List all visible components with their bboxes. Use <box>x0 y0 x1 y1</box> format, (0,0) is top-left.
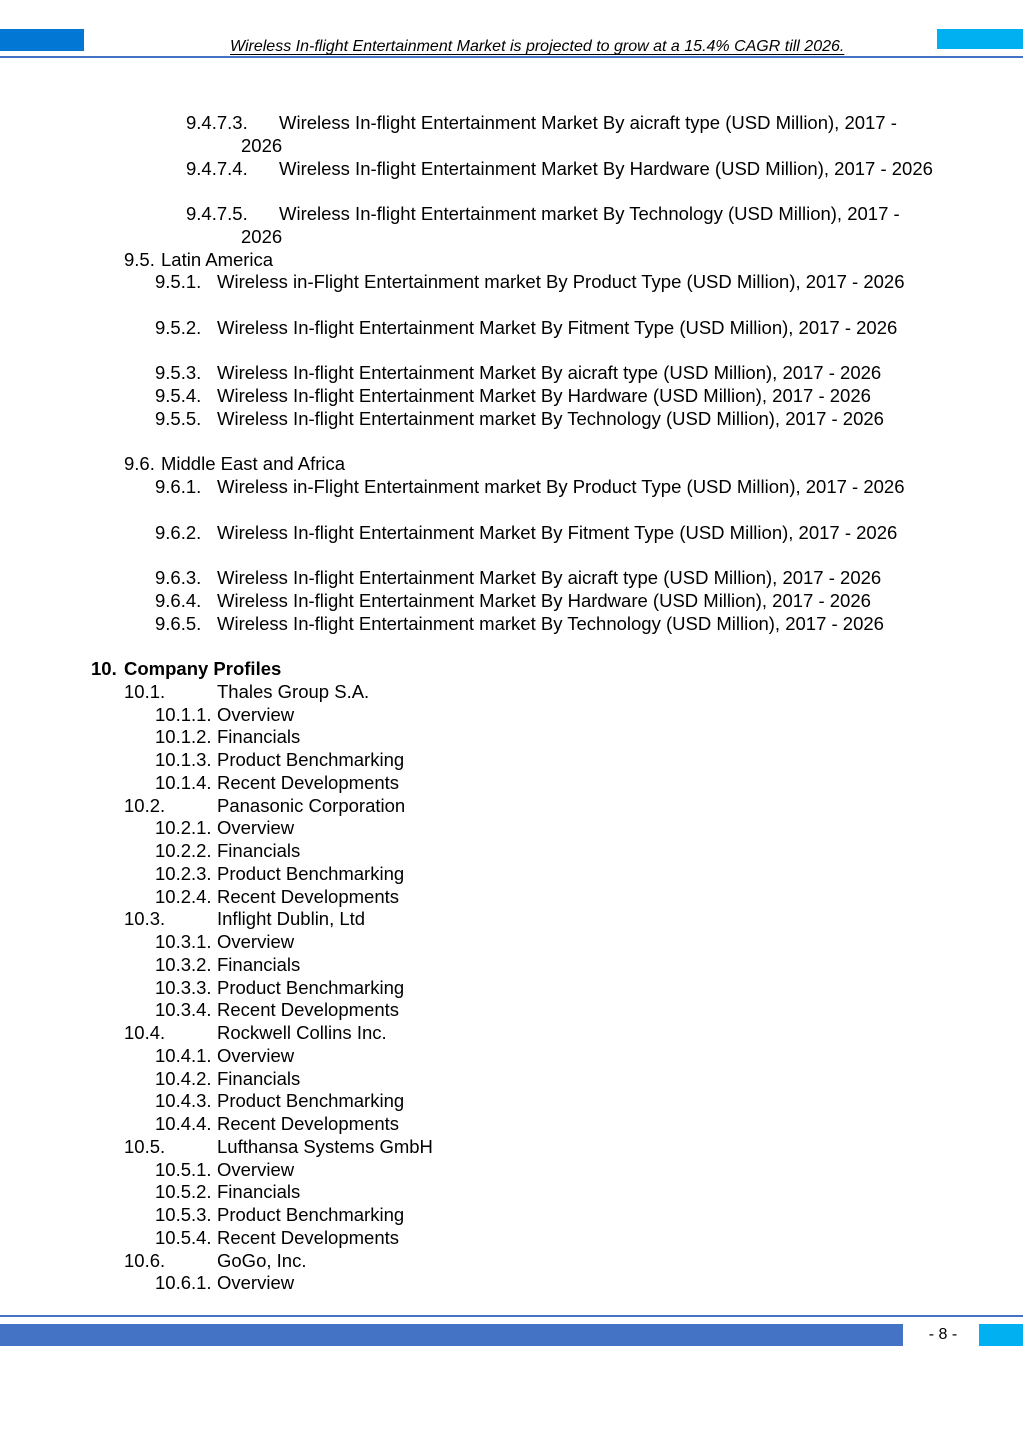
toc-entry-number: 10.5.3. <box>155 1204 212 1225</box>
toc-entry-text: Recent Developments <box>217 1113 400 1134</box>
toc-entry-number: 10.1. <box>124 680 166 702</box>
toc-entry-number: 9.5.2. <box>155 316 202 338</box>
toc-entry-number: 9.5.5. <box>155 407 202 429</box>
header-rule <box>0 56 1023 58</box>
toc-entry-text: Overview <box>217 703 295 725</box>
toc-entry-number: 10.3.3. <box>155 976 212 998</box>
toc-entry-number: 10.3. <box>124 908 166 930</box>
toc-entry-text: Recent Developments <box>217 771 400 793</box>
toc-entry-text: Overview <box>217 1044 295 1066</box>
toc-entry-number: 9.6.5. <box>155 612 202 634</box>
footer-accent-right <box>979 1324 1023 1346</box>
toc-entry-number: 10.2.3. <box>155 862 212 884</box>
toc-entry-text: Wireless In-flight Entertainment Market By Hardware (USD Million), 2017 - 2026 <box>279 157 933 179</box>
toc-entry-number: 10.5.1. <box>155 1158 212 1180</box>
toc-entry-number: 10.2. <box>124 794 166 816</box>
toc-entry-text: Financials <box>217 840 301 861</box>
toc-entry-number: 10.1.1. <box>155 703 212 725</box>
toc-entry-number: 10. <box>91 658 117 679</box>
toc-entry-text: Wireless in-Flight Entertainment market By Product Type (USD Million), 2017 - 2026 <box>217 476 905 497</box>
toc-entry-number: 10.1.3. <box>155 749 212 770</box>
toc-entry-text: Wireless In-flight Entertainment Market By aicraft type (USD Million), 2017 - 2026 <box>241 112 897 156</box>
footer-bar <box>0 1324 903 1346</box>
toc-entry-text: Wireless In-flight Entertainment market By Technology (USD Million), 2017 - 2026 <box>217 612 884 634</box>
toc-entry-text: Overview <box>217 931 295 952</box>
header-accent-right <box>937 29 1023 49</box>
toc-entry-number: 9.4.7.5. <box>186 203 248 224</box>
toc-entry-text: GoGo, Inc. <box>217 1249 307 1271</box>
toc-entry-number: 10.4. <box>124 1022 166 1043</box>
toc-entry-number: 9.4.7.4. <box>186 157 248 179</box>
toc-entry-text: Panasonic Corporation <box>217 794 406 816</box>
toc-entry-text: Overview <box>217 1158 295 1180</box>
toc-entry-number: 9.5. <box>124 248 155 270</box>
toc-entry-text: Product Benchmarking <box>217 862 405 884</box>
toc-entry-text: Wireless In-flight Entertainment market By Technology (USD Million), 2017 - 2026 <box>217 407 884 429</box>
toc-entry-number: 10.5.4. <box>155 1226 212 1248</box>
toc-entry-number: 10.3.1. <box>155 931 212 952</box>
toc-entry-text: Inflight Dublin, Ltd <box>217 908 366 930</box>
toc-entry-text: Wireless In-flight Entertainment Market By aicraft type (USD Million), 2017 - 2026 <box>217 567 882 588</box>
toc-entry-number: 10.5.2. <box>155 1181 212 1203</box>
toc-entry-text: Lufthansa Systems GmbH <box>217 1135 433 1157</box>
toc-entry-text: Rockwell Collins Inc. <box>217 1022 387 1043</box>
toc-entry-number: 9.6.1. <box>155 476 202 497</box>
toc-entry-text: Product Benchmarking <box>217 1090 405 1112</box>
toc-entry-number: 9.6.2. <box>155 521 202 543</box>
toc-entry-text: Recent Developments <box>217 885 400 907</box>
toc-entry-number: 10.4.1. <box>155 1044 212 1066</box>
toc-entry-text: Overview <box>217 817 295 839</box>
toc-entry-number: 9.5.3. <box>155 362 202 384</box>
header-accent-left <box>0 29 84 51</box>
footer-rule <box>0 1315 1023 1317</box>
toc-entry-number: 9.5.1. <box>155 271 202 293</box>
toc-entry-text: Product Benchmarking <box>217 976 405 998</box>
page-number: - 8 - <box>928 1326 958 1343</box>
toc-entry-text: Financials <box>217 1181 301 1203</box>
toc-entry-text: Wireless In-flight Entertainment market By Technology (USD Million), 2017 - 2026 <box>241 203 900 247</box>
toc-entry-number: 10.2.1. <box>155 817 212 839</box>
toc-entry-text: Wireless In-flight Entertainment Market By Fitment Type (USD Million), 2017 - 2026 <box>217 521 898 543</box>
toc-entry-text: Wireless In-flight Entertainment Market By aicraft type (USD Million), 2017 - 2026 <box>217 362 882 384</box>
running-header-title: Wireless In-flight Entertainment Market is projected to grow at a 15.4% CAGR till 2026. <box>230 38 845 55</box>
toc-entry-number: 10.1.2. <box>155 726 212 748</box>
toc-entry-number: 10.5. <box>124 1135 166 1157</box>
toc-entry-number: 10.2.2. <box>155 840 212 861</box>
toc-entry-number: 9.6. <box>124 453 155 475</box>
toc-entry-number: 9.4.7.3. <box>186 112 248 133</box>
toc-entry-text: Recent Developments <box>217 999 400 1021</box>
toc-entry-text: Company Profiles <box>124 658 282 679</box>
toc-entry-number: 9.6.3. <box>155 567 202 588</box>
toc-entry-text: Product Benchmarking <box>217 1204 405 1225</box>
toc-entry-text: Middle East and Africa <box>161 453 346 475</box>
toc-entry-text: Latin America <box>161 248 274 270</box>
toc-entry-text: Thales Group S.A. <box>217 680 370 702</box>
toc-entry-text: Wireless In-flight Entertainment Market By Hardware (USD Million), 2017 - 2026 <box>217 385 871 406</box>
toc-entry-number: 9.6.4. <box>155 589 202 611</box>
toc-entry-number: 10.4.2. <box>155 1067 212 1089</box>
toc-entry-text: Wireless In-flight Entertainment Market By Fitment Type (USD Million), 2017 - 2026 <box>217 316 898 338</box>
toc-entry-text: Wireless In-flight Entertainment Market By Hardware (USD Million), 2017 - 2026 <box>217 589 871 611</box>
toc-entry-number: 10.3.4. <box>155 999 212 1021</box>
toc-entry-text: Recent Developments <box>217 1226 400 1248</box>
toc-entry-number: 10.2.4. <box>155 885 212 907</box>
toc-entry-number: 9.5.4. <box>155 385 202 406</box>
toc-entry-number: 10.6. <box>124 1249 166 1271</box>
toc-entry-text: Wireless in-Flight Entertainment market By Product Type (USD Million), 2017 - 2026 <box>217 271 905 293</box>
toc-entry-number: 10.6.1. <box>155 1272 212 1294</box>
toc-entry-number: 10.1.4. <box>155 771 212 793</box>
toc-entry-text: Product Benchmarking <box>217 749 405 770</box>
toc-entry-text: Overview <box>217 1272 295 1294</box>
toc-entry-text: Financials <box>217 1067 301 1089</box>
toc-entry-text: Financials <box>217 726 301 748</box>
toc-entry-number: 10.4.3. <box>155 1090 212 1112</box>
toc-entry-number: 10.3.2. <box>155 953 212 975</box>
toc-entry-text: Financials <box>217 953 301 975</box>
toc-entry-number: 10.4.4. <box>155 1113 212 1134</box>
